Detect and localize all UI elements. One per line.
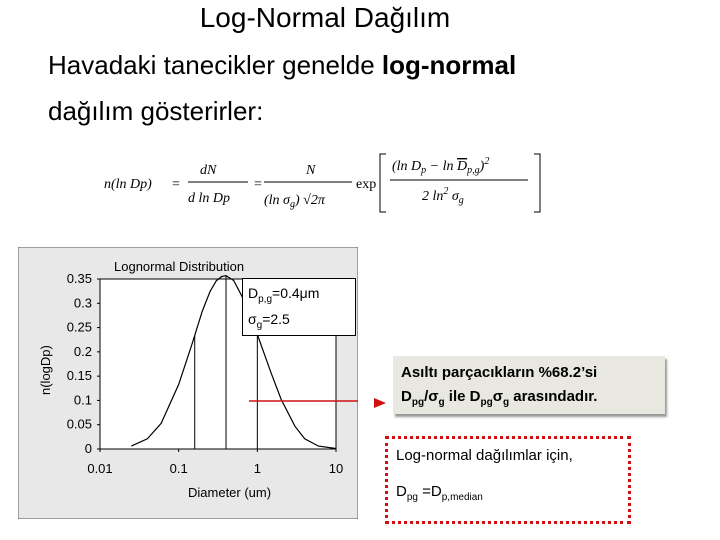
median-line-2: $D_{pg} =D_{p,median}$ [396,483,483,503]
note-line-1: Asıltı parçacıkların %68.2’si [401,364,598,381]
x-tick-label: 0.1 [169,461,188,476]
median-note [385,436,631,524]
chart-title: Lognormal Distribution [114,259,245,274]
chart-x-label: Diameter (um) [188,485,272,500]
y-tick-label: 0.2 [73,343,92,359]
y-tick-label: 0.35 [66,271,92,286]
chart-callout-dpg [242,278,356,336]
y-tick-label: 0.05 [66,416,92,432]
y-tick-label: 0.3 [73,295,92,311]
formula-frac2-num: N [306,163,316,178]
formula-frac1-num: dN [200,163,217,178]
intro-line-1 [48,50,516,81]
chart-y-label: n(logDp) [38,345,53,395]
median-line-1: Log-normal dağılımlar için, [396,447,573,464]
y-tick-label: 0 [84,441,92,456]
formula-equals-2: = [254,177,262,192]
formula-exp: exp [356,177,377,192]
x-tick-label: 10 [328,461,344,476]
y-tick-label: 0.25 [66,319,92,335]
note-line-2: $D_{pg}/\sigma_g$ ile $D_{pg}\sigma_g$ arasındadır. [401,388,598,408]
intro-bold-term: log-normal [381,50,517,80]
x-tick-label: 1 [253,461,261,476]
x-tick-label: 0.01 [87,461,113,476]
slide-title: Log-Normal Dağılım [199,2,451,33]
formula-frac2-den: (ln $\sigma_g$) √2π [264,193,325,210]
formula-frac1-den: d ln Dp [188,191,230,206]
formula-lhs: n(ln Dp) [104,177,152,192]
formula-right-bracket [534,154,540,212]
formula-equals-1: = [172,177,180,192]
formula-left-bracket [380,154,386,212]
formula-frac3-num: (ln $D_p - \ln D_{p,g})^2$ [392,156,490,176]
callout-sigma: $\sigma_g=2.5$ [248,311,290,331]
callout-dpg: $D_{p,g}=0.4\mu m$ [248,285,320,305]
percentage-note [393,356,665,414]
intro-text: Havadaki tanecikler genelde [48,50,382,80]
y-tick-label: 0.1 [73,392,92,408]
y-tick-label: 0.15 [66,368,92,384]
formula-frac3-den: 2 $\ln^2 \sigma_g$ [422,186,464,206]
intro-line-2: dağılım gösterirler: [48,96,264,126]
lognormal-formula [100,150,560,216]
